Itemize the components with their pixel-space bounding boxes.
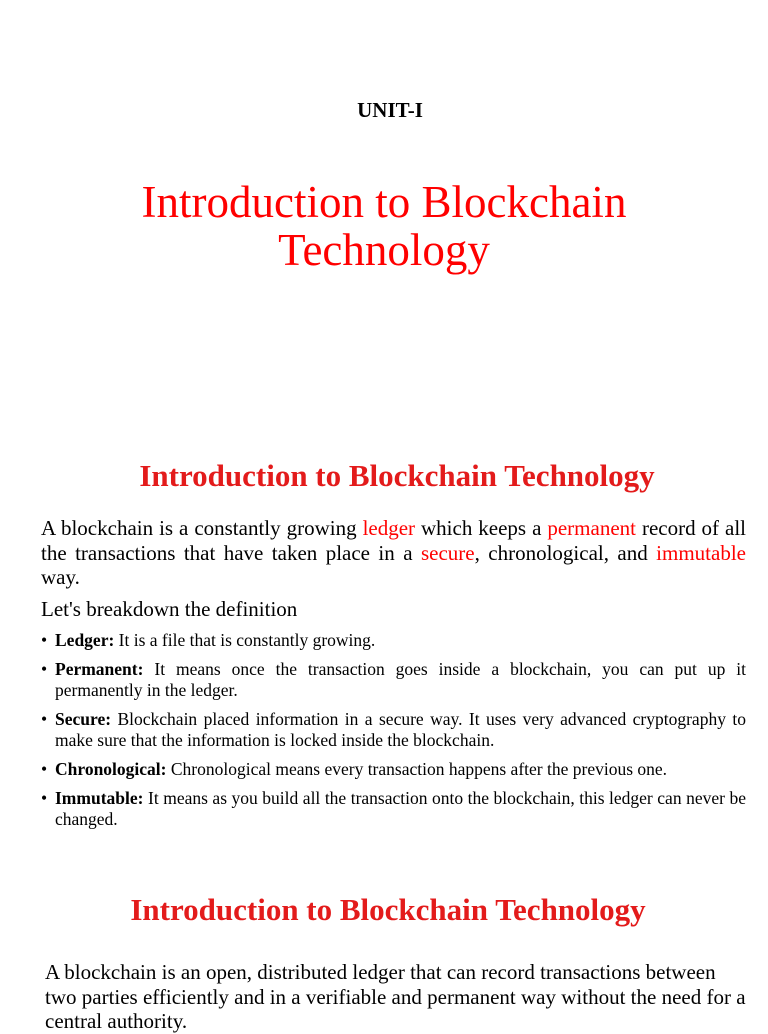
keyword-permanent: permanent <box>547 516 636 540</box>
bullet-dot-icon: • <box>41 630 48 650</box>
para-text-1: A blockchain is a constantly growing <box>41 516 363 540</box>
keyword-ledger: ledger <box>362 516 416 540</box>
definition-bullet-list <box>41 630 746 838</box>
slide-title-line1: Introduction to Blockchain <box>141 177 627 227</box>
bullet-term: Permanent: <box>55 659 144 679</box>
bullet-secure <box>41 709 746 751</box>
bullet-text: It is a file that is constantly growing. <box>114 630 376 650</box>
para-text-5: way. <box>41 565 80 589</box>
bullet-dot-icon: • <box>41 788 48 808</box>
bullet-term: Ledger: <box>55 630 115 650</box>
slide-title <box>0 178 768 274</box>
bullet-permanent <box>41 659 746 701</box>
bullet-dot-icon: • <box>41 759 48 779</box>
unit-label: UNIT-I <box>357 98 423 122</box>
bullet-text: It means as you build all the transaction onto the blockchain, this ledger can never be changed. <box>55 788 746 829</box>
open-ledger-heading: Introduction to Blockchain Technology <box>130 892 646 927</box>
keyword-secure: secure <box>420 540 475 565</box>
title-slide <box>0 0 768 420</box>
para-text-3: record of all the transactions that have taken place in a <box>41 516 746 565</box>
bullet-dot-icon: • <box>41 709 48 729</box>
bullet-term: Chronological: <box>55 759 167 779</box>
definition-paragraph <box>41 516 746 590</box>
definition-heading: Introduction to Blockchain Technology <box>139 458 655 493</box>
bullet-ledger <box>41 630 746 651</box>
bullet-immutable <box>41 788 746 830</box>
bullet-chronological <box>41 759 746 780</box>
para-text-4: , chronological, and <box>474 540 657 565</box>
breakdown-lead: Let's breakdown the definition <box>41 597 298 621</box>
keyword-immutable: immutable <box>656 540 746 565</box>
bullet-dot-icon: • <box>41 659 48 679</box>
para-text-2: which keeps a <box>415 516 548 540</box>
open-ledger-paragraph: A blockchain is an open, distributed ledger that can record transactions between two parties efficiently and in a verifiable and permanent way without the need for a central authority. <box>45 960 746 1033</box>
bullet-text: It means once the transaction goes inside a blockchain, you can put up it permanently in the ledger. <box>55 659 746 700</box>
bullet-term: Immutable: <box>55 788 144 808</box>
bullet-text: Chronological means every transaction happens after the previous one. <box>166 759 668 779</box>
slide-title-line2: Technology <box>278 225 490 275</box>
bullet-term: Secure: <box>55 709 112 729</box>
bullet-text: Blockchain placed information in a secure way. It uses very advanced cryptography to make sure that the information is locked inside the blockchain. <box>55 709 746 750</box>
